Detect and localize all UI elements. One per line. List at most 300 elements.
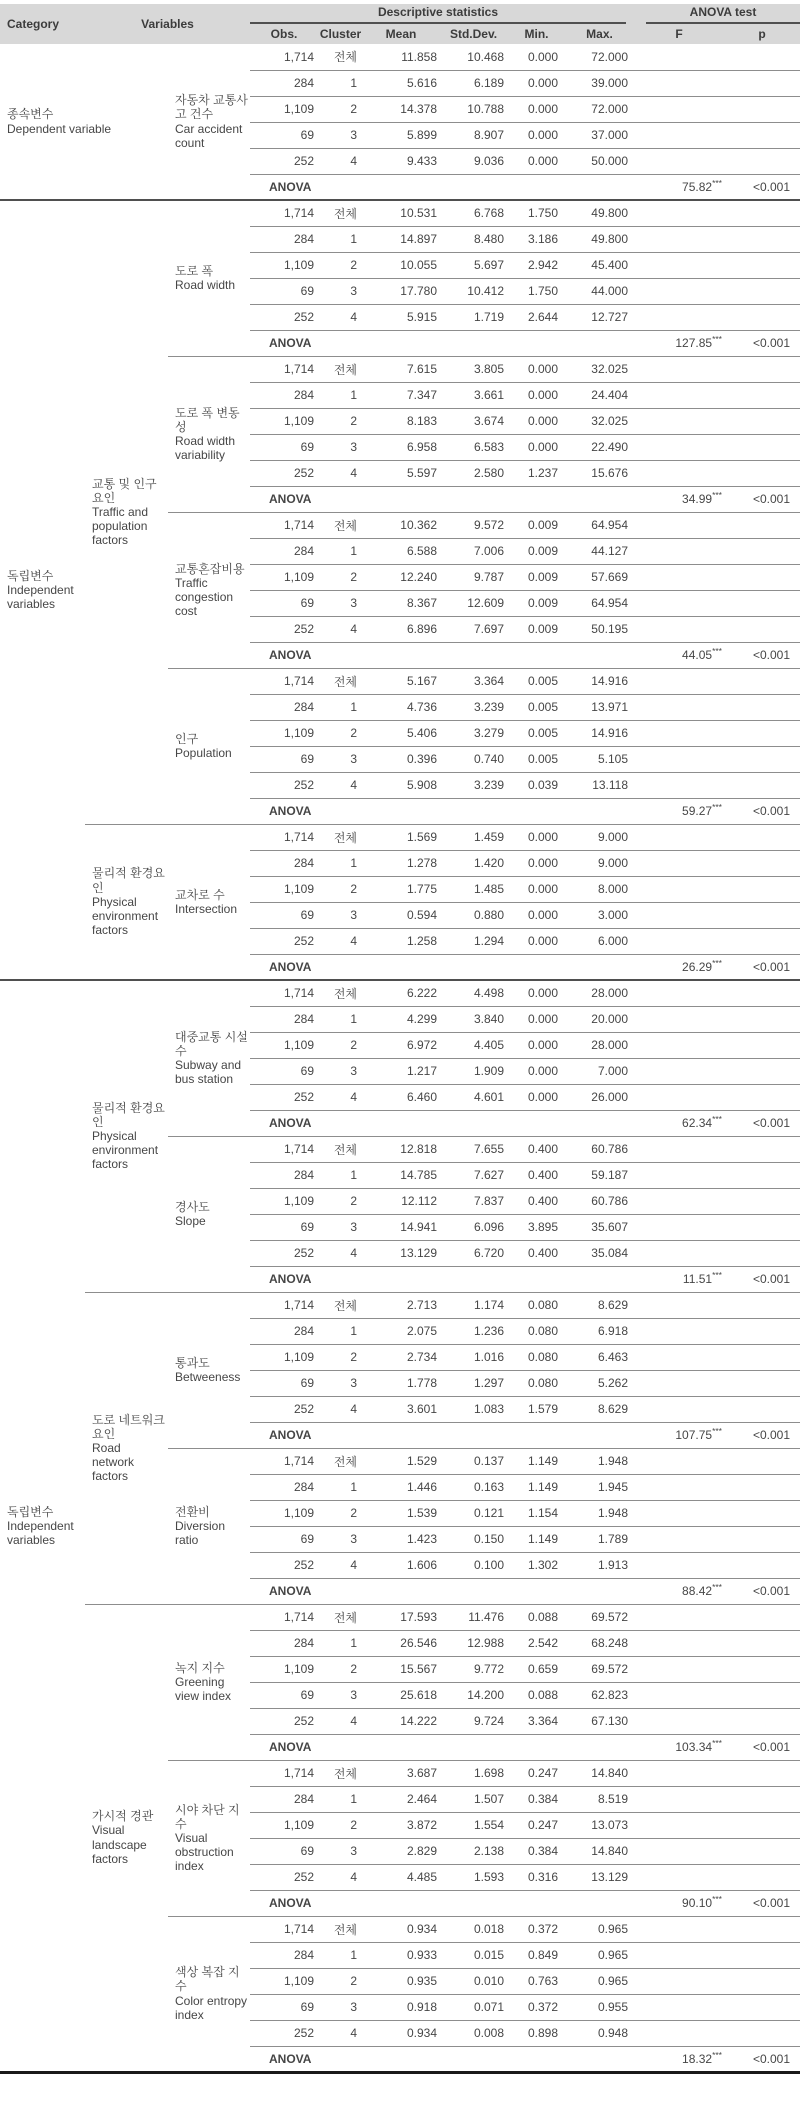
mean-cell: 5.616	[363, 70, 439, 96]
data-row	[0, 200, 800, 226]
cluster-cell: 전체	[318, 356, 363, 382]
subcategory-cell-korean: 도로 네트워크 요인	[92, 1412, 165, 1441]
f-empty-cell	[634, 1032, 724, 1058]
stddev-cell: 6.720	[439, 1240, 508, 1266]
cluster-cell: 4	[318, 1396, 363, 1422]
stddev-cell: 6.768	[439, 200, 508, 226]
f-empty-cell	[634, 356, 724, 382]
stddev-cell: 0.880	[439, 902, 508, 928]
obs-cell: 1,109	[250, 1656, 318, 1682]
obs-cell: 284	[250, 70, 318, 96]
anova-f-value: 88.42***	[634, 1578, 724, 1604]
mean-cell: 1.258	[363, 928, 439, 954]
min-cell: 3.186	[508, 226, 565, 252]
stddev-cell: 4.601	[439, 1084, 508, 1110]
min-cell: 3.895	[508, 1214, 565, 1240]
f-empty-cell	[634, 70, 724, 96]
max-cell: 69.572	[565, 1604, 634, 1630]
min-cell: 0.247	[508, 1812, 565, 1838]
significance-stars: ***	[712, 2049, 722, 2060]
variable-cell	[168, 200, 250, 356]
obs-cell: 1,714	[250, 1292, 318, 1318]
header-mean: Mean	[363, 24, 439, 44]
category-cell-english: Independent variables	[7, 582, 74, 612]
mean-cell: 5.915	[363, 304, 439, 330]
obs-cell: 69	[250, 278, 318, 304]
max-cell: 68.248	[565, 1630, 634, 1656]
p-empty-cell	[724, 746, 800, 772]
cluster-cell: 전체	[318, 44, 363, 70]
cluster-cell: 2	[318, 1500, 363, 1526]
mean-cell: 1.569	[363, 824, 439, 850]
obs-cell: 1,714	[250, 980, 318, 1006]
variable-cell-english: Car accident count	[175, 121, 243, 150]
cluster-cell: 전체	[318, 1604, 363, 1630]
max-cell: 49.800	[565, 226, 634, 252]
stddev-cell: 0.018	[439, 1916, 508, 1942]
anova-label-cell: ANOVA	[250, 1734, 634, 1760]
cluster-cell: 3	[318, 1370, 363, 1396]
p-empty-cell	[724, 694, 800, 720]
max-cell: 9.000	[565, 850, 634, 876]
p-empty-cell	[724, 772, 800, 798]
mean-cell: 5.406	[363, 720, 439, 746]
f-empty-cell	[634, 746, 724, 772]
anova-f-value: 75.82***	[634, 174, 724, 200]
f-empty-cell	[634, 824, 724, 850]
obs-cell: 69	[250, 1526, 318, 1552]
max-cell: 39.000	[565, 70, 634, 96]
obs-cell: 1,714	[250, 356, 318, 382]
variable-cell	[168, 356, 250, 512]
min-cell: 1.237	[508, 460, 565, 486]
max-cell: 8.629	[565, 1396, 634, 1422]
obs-cell: 1,109	[250, 1032, 318, 1058]
mean-cell: 14.785	[363, 1162, 439, 1188]
anova-label-cell: ANOVA	[250, 1266, 634, 1292]
f-empty-cell	[634, 512, 724, 538]
min-cell: 0.400	[508, 1162, 565, 1188]
variable-cell-english: Color entropy index	[175, 1993, 248, 2022]
data-row	[0, 980, 800, 1006]
mean-cell: 1.423	[363, 1526, 439, 1552]
p-empty-cell	[724, 1344, 800, 1370]
max-cell: 72.000	[565, 96, 634, 122]
p-empty-cell	[724, 1994, 800, 2020]
f-empty-cell	[634, 1552, 724, 1578]
table-header	[0, 4, 800, 44]
f-empty-cell	[634, 96, 724, 122]
p-empty-cell	[724, 876, 800, 902]
stddev-cell: 0.740	[439, 746, 508, 772]
stddev-cell: 0.010	[439, 1968, 508, 1994]
obs-cell: 69	[250, 434, 318, 460]
variable-cell	[168, 1760, 250, 1916]
anova-label-cell: ANOVA	[250, 330, 634, 356]
stddev-cell: 2.580	[439, 460, 508, 486]
max-cell: 5.105	[565, 746, 634, 772]
min-cell: 0.384	[508, 1786, 565, 1812]
max-cell: 13.073	[565, 1812, 634, 1838]
p-empty-cell	[724, 720, 800, 746]
max-cell: 14.840	[565, 1838, 634, 1864]
mean-cell: 4.736	[363, 694, 439, 720]
cluster-cell: 전체	[318, 200, 363, 226]
f-empty-cell	[634, 538, 724, 564]
f-empty-cell	[634, 1526, 724, 1552]
variable-cell-english: Intersection	[175, 901, 238, 916]
stddev-cell: 0.121	[439, 1500, 508, 1526]
obs-cell: 252	[250, 1240, 318, 1266]
obs-cell: 1,714	[250, 1448, 318, 1474]
min-cell: 0.400	[508, 1188, 565, 1214]
max-cell: 28.000	[565, 980, 634, 1006]
anova-p-value: <0.001	[724, 798, 800, 824]
obs-cell: 284	[250, 1630, 318, 1656]
category-cell-korean: 독립변수	[7, 568, 54, 583]
p-empty-cell	[724, 1318, 800, 1344]
obs-cell: 1,714	[250, 1604, 318, 1630]
stddev-cell: 11.476	[439, 1604, 508, 1630]
f-empty-cell	[634, 616, 724, 642]
p-empty-cell	[724, 252, 800, 278]
min-cell: 0.000	[508, 44, 565, 70]
stddev-cell: 7.837	[439, 1188, 508, 1214]
category-cell-korean: 종속변수	[7, 107, 54, 122]
min-cell: 0.000	[508, 928, 565, 954]
p-empty-cell	[724, 278, 800, 304]
p-empty-cell	[724, 824, 800, 850]
p-empty-cell	[724, 1656, 800, 1682]
p-empty-cell	[724, 70, 800, 96]
max-cell: 60.786	[565, 1188, 634, 1214]
cluster-cell: 1	[318, 850, 363, 876]
obs-cell: 69	[250, 746, 318, 772]
cluster-cell: 3	[318, 434, 363, 460]
stddev-cell: 7.006	[439, 538, 508, 564]
min-cell: 0.000	[508, 902, 565, 928]
category-cell-korean: 독립변수	[7, 1504, 54, 1519]
obs-cell: 284	[250, 1162, 318, 1188]
anova-p-value: <0.001	[724, 2046, 800, 2072]
p-empty-cell	[724, 1396, 800, 1422]
cluster-cell: 4	[318, 1240, 363, 1266]
min-cell: 1.149	[508, 1448, 565, 1474]
min-cell: 0.000	[508, 1006, 565, 1032]
f-empty-cell	[634, 1318, 724, 1344]
cluster-cell: 1	[318, 538, 363, 564]
max-cell: 32.025	[565, 356, 634, 382]
cluster-cell: 전체	[318, 512, 363, 538]
f-empty-cell	[634, 1942, 724, 1968]
min-cell: 0.000	[508, 876, 565, 902]
header-p: p	[724, 24, 800, 44]
cluster-cell: 1	[318, 70, 363, 96]
stddev-cell: 9.572	[439, 512, 508, 538]
p-empty-cell	[724, 1786, 800, 1812]
f-empty-cell	[634, 772, 724, 798]
p-empty-cell	[724, 1968, 800, 1994]
cluster-cell: 4	[318, 1864, 363, 1890]
p-empty-cell	[724, 408, 800, 434]
stddev-cell: 1.507	[439, 1786, 508, 1812]
mean-cell: 6.222	[363, 980, 439, 1006]
mean-cell: 7.347	[363, 382, 439, 408]
anova-f-value: 59.27***	[634, 798, 724, 824]
variable-cell	[168, 668, 250, 824]
significance-stars: ***	[712, 646, 722, 656]
min-cell: 0.400	[508, 1240, 565, 1266]
cluster-cell: 2	[318, 1188, 363, 1214]
stddev-cell: 6.096	[439, 1214, 508, 1240]
stddev-cell: 1.719	[439, 304, 508, 330]
anova-p-value: <0.001	[724, 1734, 800, 1760]
max-cell: 64.954	[565, 590, 634, 616]
mean-cell: 8.367	[363, 590, 439, 616]
header-category: Category	[0, 4, 85, 44]
min-cell: 0.000	[508, 122, 565, 148]
cluster-cell: 4	[318, 1084, 363, 1110]
f-empty-cell	[634, 1084, 724, 1110]
anova-p-value: <0.001	[724, 486, 800, 512]
p-empty-cell	[724, 226, 800, 252]
p-empty-cell	[724, 1188, 800, 1214]
max-cell: 8.000	[565, 876, 634, 902]
significance-stars: ***	[712, 1894, 722, 1904]
p-empty-cell	[724, 122, 800, 148]
variable-cell	[168, 1292, 250, 1448]
p-empty-cell	[724, 2020, 800, 2046]
cluster-cell: 1	[318, 1474, 363, 1500]
f-empty-cell	[634, 1292, 724, 1318]
subcategory-cell-english: Road network factors	[92, 1440, 135, 1484]
max-cell: 59.187	[565, 1162, 634, 1188]
mean-cell: 2.464	[363, 1786, 439, 1812]
p-empty-cell	[724, 980, 800, 1006]
variable-cell-english: Diversion ratio	[175, 1518, 226, 1548]
mean-cell: 17.780	[363, 278, 439, 304]
f-empty-cell	[634, 590, 724, 616]
cluster-cell: 3	[318, 1682, 363, 1708]
category-cell-english: Dependent variable	[7, 121, 112, 136]
stddev-cell: 0.071	[439, 1994, 508, 2020]
mean-cell: 8.183	[363, 408, 439, 434]
anova-f-value: 34.99***	[634, 486, 724, 512]
mean-cell: 5.899	[363, 122, 439, 148]
min-cell: 0.400	[508, 1136, 565, 1162]
mean-cell: 4.299	[363, 1006, 439, 1032]
mean-cell: 0.933	[363, 1942, 439, 1968]
f-empty-cell	[634, 876, 724, 902]
f-empty-cell	[634, 902, 724, 928]
cluster-cell: 4	[318, 616, 363, 642]
header-anova-test	[634, 4, 800, 24]
cluster-cell: 전체	[318, 1760, 363, 1786]
max-cell: 6.463	[565, 1344, 634, 1370]
variable-cell-english: Betweeness	[175, 1370, 241, 1384]
variable-cell	[168, 512, 250, 668]
obs-cell: 284	[250, 1786, 318, 1812]
variable-cell	[168, 44, 250, 200]
obs-cell: 69	[250, 1214, 318, 1240]
max-cell: 13.129	[565, 1864, 634, 1890]
stddev-cell: 7.697	[439, 616, 508, 642]
header-obs: Obs.	[250, 24, 318, 44]
subcategory-cell-english: Visual landscape factors	[92, 1823, 147, 1866]
min-cell: 1.149	[508, 1526, 565, 1552]
stddev-cell: 9.724	[439, 1708, 508, 1734]
max-cell: 62.823	[565, 1682, 634, 1708]
max-cell: 5.262	[565, 1370, 634, 1396]
header-cluster: Cluster	[318, 24, 363, 44]
variable-cell-english: Visual obstruction index	[175, 1830, 234, 1874]
obs-cell: 69	[250, 1370, 318, 1396]
p-empty-cell	[724, 1058, 800, 1084]
max-cell: 7.000	[565, 1058, 634, 1084]
p-empty-cell	[724, 512, 800, 538]
mean-cell: 6.460	[363, 1084, 439, 1110]
min-cell: 0.000	[508, 356, 565, 382]
mean-cell: 2.075	[363, 1318, 439, 1344]
f-empty-cell	[634, 1864, 724, 1890]
cluster-cell: 4	[318, 304, 363, 330]
min-cell: 1.154	[508, 1500, 565, 1526]
f-empty-cell	[634, 1786, 724, 1812]
min-cell: 0.080	[508, 1370, 565, 1396]
variable-cell-korean: 인구	[175, 731, 199, 746]
min-cell: 0.247	[508, 1760, 565, 1786]
variable-cell-korean: 도로 폭 변동성	[175, 405, 240, 434]
p-empty-cell	[724, 1916, 800, 1942]
min-cell: 0.005	[508, 668, 565, 694]
mean-cell: 13.129	[363, 1240, 439, 1266]
cluster-cell: 전체	[318, 1136, 363, 1162]
stddev-cell: 3.661	[439, 382, 508, 408]
min-cell: 0.000	[508, 70, 565, 96]
min-cell: 0.009	[508, 590, 565, 616]
p-empty-cell	[724, 590, 800, 616]
mean-cell: 1.606	[363, 1552, 439, 1578]
p-empty-cell	[724, 1474, 800, 1500]
cluster-cell: 전체	[318, 824, 363, 850]
significance-stars: ***	[712, 1270, 722, 1280]
stddev-cell: 1.174	[439, 1292, 508, 1318]
stddev-cell: 10.412	[439, 278, 508, 304]
mean-cell: 1.529	[363, 1448, 439, 1474]
header-max: Max.	[565, 24, 634, 44]
header-variables: Variables	[85, 4, 250, 44]
stddev-cell: 1.420	[439, 850, 508, 876]
subcategory-cell-korean: 교통 및 인구요인	[92, 476, 157, 506]
obs-cell: 284	[250, 850, 318, 876]
p-empty-cell	[724, 902, 800, 928]
f-empty-cell	[634, 1162, 724, 1188]
anova-p-value: <0.001	[724, 174, 800, 200]
f-empty-cell	[634, 1604, 724, 1630]
cluster-cell: 4	[318, 460, 363, 486]
min-cell: 0.009	[508, 538, 565, 564]
f-empty-cell	[634, 1630, 724, 1656]
anova-f-value: 90.10***	[634, 1890, 724, 1916]
max-cell: 1.948	[565, 1500, 634, 1526]
p-empty-cell	[724, 538, 800, 564]
subcategory-cell-english: Physical environment factors	[92, 894, 159, 937]
stddev-cell: 9.787	[439, 564, 508, 590]
max-cell: 14.916	[565, 720, 634, 746]
stddev-cell: 0.015	[439, 1942, 508, 1968]
p-empty-cell	[724, 148, 800, 174]
obs-cell: 252	[250, 1708, 318, 1734]
descriptive-statistics-anova-table	[0, 4, 800, 2074]
variable-cell-english: Traffic congestion cost	[175, 575, 234, 619]
anova-label-cell: ANOVA	[250, 174, 634, 200]
min-cell: 2.644	[508, 304, 565, 330]
variable-cell-korean: 녹지 지수	[175, 1660, 225, 1675]
f-empty-cell	[634, 1500, 724, 1526]
f-empty-cell	[634, 1188, 724, 1214]
variable-cell-english: Population	[175, 746, 232, 760]
obs-cell: 284	[250, 1006, 318, 1032]
mean-cell: 6.896	[363, 616, 439, 642]
p-empty-cell	[724, 1370, 800, 1396]
f-empty-cell	[634, 1448, 724, 1474]
obs-cell: 284	[250, 1474, 318, 1500]
f-empty-cell	[634, 1708, 724, 1734]
max-cell: 1.948	[565, 1448, 634, 1474]
min-cell: 0.316	[508, 1864, 565, 1890]
anova-p-value: <0.001	[724, 1422, 800, 1448]
max-cell: 15.676	[565, 460, 634, 486]
min-cell: 0.080	[508, 1292, 565, 1318]
obs-cell: 252	[250, 928, 318, 954]
p-empty-cell	[724, 668, 800, 694]
max-cell: 20.000	[565, 1006, 634, 1032]
obs-cell: 284	[250, 538, 318, 564]
f-empty-cell	[634, 1396, 724, 1422]
stddev-cell: 1.698	[439, 1760, 508, 1786]
anova-label-cell: ANOVA	[250, 1578, 634, 1604]
min-cell: 0.000	[508, 434, 565, 460]
p-empty-cell	[724, 1864, 800, 1890]
mean-cell: 2.734	[363, 1344, 439, 1370]
max-cell: 44.127	[565, 538, 634, 564]
p-empty-cell	[724, 1162, 800, 1188]
min-cell: 0.849	[508, 1942, 565, 1968]
cluster-cell: 1	[318, 1786, 363, 1812]
obs-cell: 1,109	[250, 1344, 318, 1370]
cluster-cell: 1	[318, 1162, 363, 1188]
obs-cell: 1,714	[250, 200, 318, 226]
anova-label-cell: ANOVA	[250, 798, 634, 824]
f-empty-cell	[634, 694, 724, 720]
stddev-cell: 9.772	[439, 1656, 508, 1682]
cluster-cell: 전체	[318, 668, 363, 694]
obs-cell: 1,109	[250, 1188, 318, 1214]
p-empty-cell	[724, 1708, 800, 1734]
stddev-cell: 1.485	[439, 876, 508, 902]
stddev-cell: 3.239	[439, 772, 508, 798]
anova-p-value: <0.001	[724, 1110, 800, 1136]
variable-cell	[168, 1604, 250, 1760]
f-empty-cell	[634, 1006, 724, 1032]
mean-cell: 14.378	[363, 96, 439, 122]
stddev-cell: 12.988	[439, 1630, 508, 1656]
obs-cell: 1,109	[250, 1968, 318, 1994]
anova-p-value: <0.001	[724, 1890, 800, 1916]
mean-cell: 10.531	[363, 200, 439, 226]
cluster-cell: 2	[318, 252, 363, 278]
p-empty-cell	[724, 1760, 800, 1786]
